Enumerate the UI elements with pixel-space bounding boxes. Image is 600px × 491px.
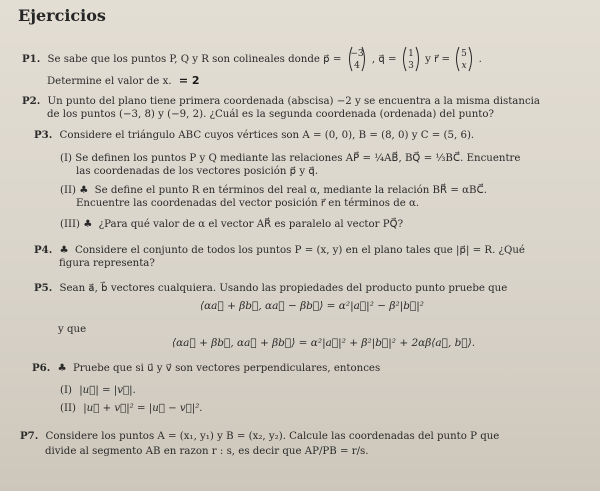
p6-part-ii-formula: |u⃗ + v⃗|² = |u⃗ − v⃗|². xyxy=(83,403,203,414)
vector-r-top: 5 xyxy=(461,49,468,59)
problem-7-line-2: divide al segmento AB en razon r : s, es decir que AP/PB = r/s. xyxy=(45,446,369,457)
part-ii-line-2: Encuentre las coordenadas del vector posición r⃗ en términos de α. xyxy=(76,198,420,209)
p6-part-ii-label: (II) xyxy=(60,403,76,414)
problem-1-period: . xyxy=(478,54,482,65)
part-i-label: (I) xyxy=(60,153,72,164)
club-icon: ♣ xyxy=(59,245,69,256)
problem-1-r-label: y r⃗ = xyxy=(425,54,451,65)
part-iii-label: (III) xyxy=(60,219,81,230)
connector-text: y que xyxy=(58,324,87,335)
problem-7-line-1: Considere los puntos A = (x₁, y₁) y B = (x₂, y₂). Calcule las coordenadas del punto P que xyxy=(45,431,500,442)
problem-3-part-i xyxy=(60,152,520,178)
problem-7-label: P7. xyxy=(20,430,39,442)
part-iii-line-1: ¿Para qué valor de α el vector AR⃗ es paralelo al vector PQ⃗? xyxy=(98,219,404,230)
part-i-line-2: las coordenadas de los vectores posición p⃗ y q⃗. xyxy=(76,166,319,177)
problem-6-statement: Pruebe que si u⃗ y v⃗ son vectores perpendiculares, entonces xyxy=(72,363,381,374)
vector-r-bottom: x xyxy=(461,61,467,71)
problem-2-line-1: Un punto del plano tiene primera coordenada (abscisa) −2 y se encuentra a la misma distancia xyxy=(47,96,540,107)
vector-p-bottom: 4 xyxy=(353,61,360,71)
vector-q-top: 1 xyxy=(407,49,414,59)
problem-6-part-ii xyxy=(60,402,203,415)
problem-6-label: P6. xyxy=(32,362,51,374)
handwritten-answer: = 2 xyxy=(178,74,200,87)
problem-3-part-ii xyxy=(60,184,487,210)
club-icon: ♣ xyxy=(57,363,67,374)
problem-1-q-label: , q⃗ = xyxy=(371,54,397,65)
problem-1 xyxy=(22,46,482,88)
problem-2-line-2: de los puntos (−3, 8) y (−9, 2). ¿Cuál es la segunda coordenada (ordenada) del punto? xyxy=(47,109,494,120)
problem-3 xyxy=(34,129,474,142)
problem-1-label: P1. xyxy=(22,53,41,65)
problem-2 xyxy=(22,95,540,121)
problem-5-statement: Sean a⃗, b⃗ vectores cualquiera. Usando las propiedades del producto punto pruebe que xyxy=(59,283,508,294)
vector-p-column xyxy=(346,46,368,72)
problem-6-part-i xyxy=(60,384,136,397)
p6-part-i-formula: |u⃗| = |v⃗|. xyxy=(79,385,136,396)
problem-3-part-iii xyxy=(60,218,403,231)
problem-5-label: P5. xyxy=(34,282,53,294)
part-ii-line-1: Se define el punto R en términos del real α, mediante la relación BR⃗ = αBC⃗. xyxy=(94,185,488,196)
part-ii-label: (II) xyxy=(60,185,76,196)
page-title: Ejercicios xyxy=(18,6,106,25)
vector-q-bottom: 3 xyxy=(407,61,414,71)
formula-sum: ⟨αa⃗ + βb⃗, αa⃗ + βb⃗⟩ = α²|a⃗|² + β²|b⃗|² + 2αβ⟨a⃗, b⃗⟩. xyxy=(172,337,476,349)
problem-4-label: P4. xyxy=(34,244,53,256)
club-icon: ♣ xyxy=(83,219,93,230)
vector-p-top: −3 xyxy=(349,49,364,59)
club-icon: ♣ xyxy=(79,185,89,196)
part-i-line-1: Se definen los puntos P y Q mediante las relaciones AP⃗ = ¼AB⃗, BQ⃗ = ⅓BC⃗. Encuentre xyxy=(75,153,521,164)
problem-6 xyxy=(32,362,380,375)
problem-3-statement: Considere el triángulo ABC cuyos vértices son A = (0, 0), B = (8, 0) y C = (5, 6). xyxy=(59,130,475,141)
problem-1-statement: Se sabe que los puntos P, Q y R son colineales donde p⃗ = xyxy=(47,54,342,65)
vector-r-column xyxy=(454,46,474,72)
problem-1-question: Determine el valor de x. xyxy=(47,76,172,87)
formula-difference: ⟨αa⃗ + βb⃗, αa⃗ − βb⃗⟩ = α²|a⃗|² − β²|b⃗|² xyxy=(200,300,424,312)
p6-part-i-label: (I) xyxy=(60,385,72,396)
problem-2-label: P2. xyxy=(22,95,41,107)
problem-7 xyxy=(20,430,499,458)
problem-5 xyxy=(34,282,507,295)
problem-4-line-2: figura representa? xyxy=(59,258,155,269)
vector-q-column xyxy=(401,46,421,72)
problem-4 xyxy=(34,244,525,270)
problem-4-line-1: Considere el conjunto de todos los puntos P = (x, y) en el plano tales que |p⃗| = R. ¿Qué xyxy=(74,245,525,256)
problem-3-label: P3. xyxy=(34,129,53,141)
